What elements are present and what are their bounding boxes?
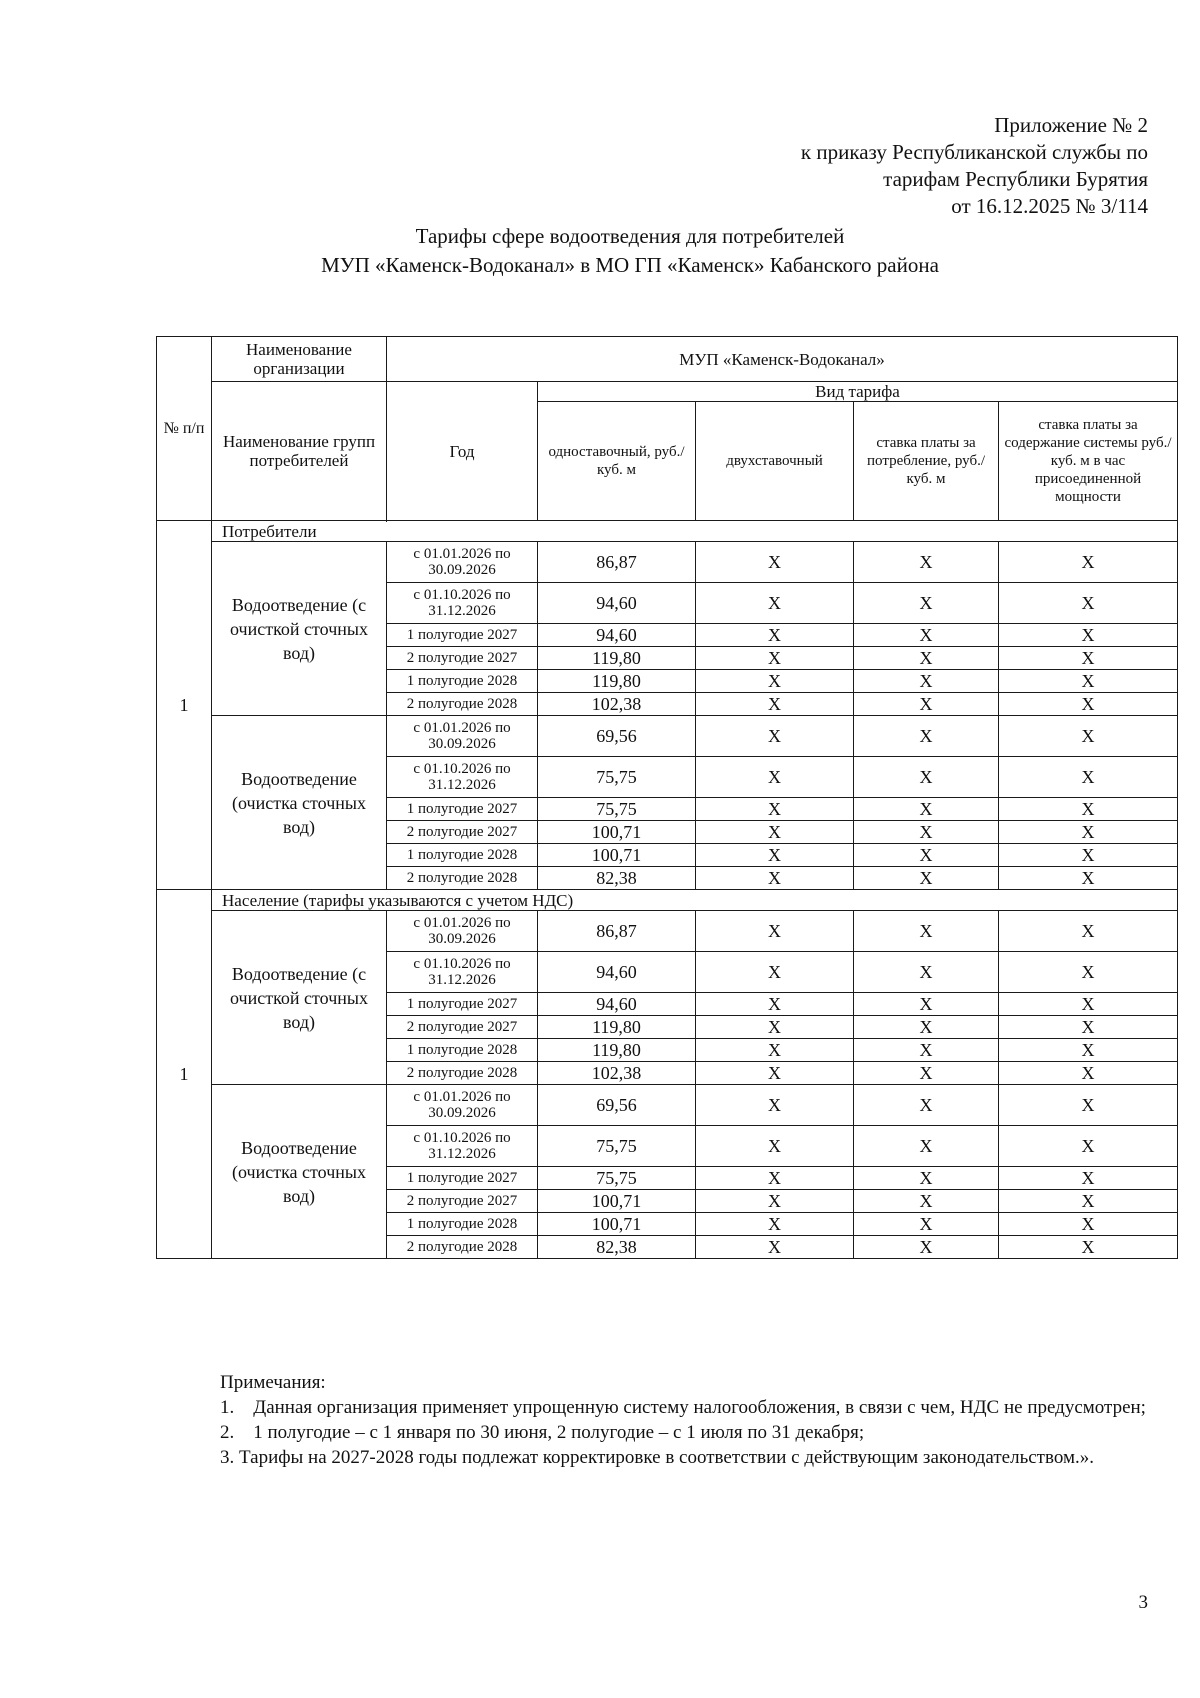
header-single-rate: одноставочный, руб./ куб. м [538,402,696,521]
group-name: Водоотведение (очистка сточных вод) [212,716,387,890]
consumption-rate-cell: X [854,670,999,693]
period-cell: с 01.10.2026 по 31.12.2026 [387,757,538,798]
consumption-rate-cell: X [854,798,999,821]
maintenance-rate-cell: X [999,821,1178,844]
period-cell: с 01.01.2026 по 30.09.2026 [387,716,538,757]
section-number: 1 [157,521,212,890]
two-rate-cell: X [696,757,854,798]
maintenance-rate-cell: X [999,693,1178,716]
notes-label: Примечания: [220,1372,326,1393]
single-rate-cell: 100,71 [538,844,696,867]
period-cell: 1 полугодие 2028 [387,670,538,693]
two-rate-cell: X [696,542,854,583]
period-cell: 2 полугодие 2028 [387,693,538,716]
tariff-table [156,336,1178,1259]
header-group-name: Наименование групп потребителей [212,382,387,521]
period-cell: 2 полугодие 2027 [387,1190,538,1213]
two-rate-cell: X [696,844,854,867]
maintenance-rate-cell: X [999,1039,1178,1062]
period-cell: 1 полугодие 2028 [387,1213,538,1236]
section-label: Население (тарифы указываются с учетом НДС) [212,890,1178,911]
table-row [157,542,1178,583]
consumption-rate-cell: X [854,1039,999,1062]
two-rate-cell: X [696,1039,854,1062]
two-rate-cell: X [696,583,854,624]
single-rate-cell: 94,60 [538,624,696,647]
appendix-line-4: от 16.12.2025 № 3/114 [951,194,1148,218]
consumption-rate-cell: X [854,1016,999,1039]
single-rate-cell: 82,38 [538,1236,696,1259]
period-cell: 2 полугодие 2028 [387,867,538,890]
section-row [157,890,1178,911]
page-number: 3 [1138,1592,1148,1613]
maintenance-rate-cell: X [999,993,1178,1016]
single-rate-cell: 82,38 [538,867,696,890]
note-item-3: 3. Тарифы на 2027-2028 годы подлежат корректировке в соответствии с действующим законодательством.». [220,1447,1094,1468]
period-cell: с 01.10.2026 по 31.12.2026 [387,1126,538,1167]
single-rate-cell: 86,87 [538,911,696,952]
maintenance-rate-cell: X [999,542,1178,583]
maintenance-rate-cell: X [999,1213,1178,1236]
header-org-value: МУП «Каменск-Водоканал» [387,337,1178,382]
period-cell: 2 полугодие 2028 [387,1062,538,1085]
title-line-2: МУП «Каменск-Водоканал» в МО ГП «Каменск» Кабанского района [321,253,939,277]
single-rate-cell: 94,60 [538,583,696,624]
period-cell: с 01.01.2026 по 30.09.2026 [387,911,538,952]
two-rate-cell: X [696,1213,854,1236]
consumption-rate-cell: X [854,583,999,624]
single-rate-cell: 102,38 [538,693,696,716]
single-rate-cell: 100,71 [538,1213,696,1236]
header-org-name: Наименование организации [212,337,387,382]
consumption-rate-cell: X [854,1085,999,1126]
appendix-header [801,112,1148,220]
appendix-line-1: Приложение № 2 [994,113,1148,137]
consumption-rate-cell: X [854,716,999,757]
consumption-rate-cell: X [854,844,999,867]
period-cell: с 01.10.2026 по 31.12.2026 [387,952,538,993]
single-rate-cell: 119,80 [538,1016,696,1039]
period-cell: с 01.01.2026 по 30.09.2026 [387,1085,538,1126]
title-line-1: Тарифы сфере водоотведения для потребителей [415,224,845,248]
period-cell: 1 полугодие 2027 [387,1167,538,1190]
single-rate-cell: 119,80 [538,1039,696,1062]
single-rate-cell: 69,56 [538,716,696,757]
period-cell: 1 полугодие 2027 [387,624,538,647]
two-rate-cell: X [696,1167,854,1190]
consumption-rate-cell: X [854,542,999,583]
period-cell: 2 полугодие 2027 [387,647,538,670]
consumption-rate-cell: X [854,821,999,844]
two-rate-cell: X [696,1085,854,1126]
group-name: Водоотведение (с очисткой сточных вод) [212,542,387,716]
two-rate-cell: X [696,1190,854,1213]
header-two-rate: двухставочный [696,402,854,521]
two-rate-cell: X [696,1236,854,1259]
single-rate-cell: 75,75 [538,1167,696,1190]
maintenance-rate-cell: X [999,1062,1178,1085]
maintenance-rate-cell: X [999,716,1178,757]
maintenance-rate-cell: X [999,1190,1178,1213]
maintenance-rate-cell: X [999,1236,1178,1259]
period-cell: 2 полугодие 2027 [387,821,538,844]
maintenance-rate-cell: X [999,670,1178,693]
consumption-rate-cell: X [854,993,999,1016]
note-item-1: 1. Данная организация применяет упрощенную систему налогообложения, в связи с чем, НДС не предусмотрен; [220,1397,1146,1418]
header-maintenance-rate: ставка платы за содержание системы руб./куб. м в час присоединенной мощности [999,402,1178,521]
maintenance-rate-cell: X [999,1085,1178,1126]
header-tariff-type: Вид тарифа [538,382,1178,402]
maintenance-rate-cell: X [999,844,1178,867]
header-number: № п/п [157,337,212,521]
maintenance-rate-cell: X [999,624,1178,647]
maintenance-rate-cell: X [999,1167,1178,1190]
header-year: Год [387,382,538,521]
two-rate-cell: X [696,821,854,844]
header-consumption-rate: ставка платы за потребление, руб./ куб. м [854,402,999,521]
single-rate-cell: 75,75 [538,798,696,821]
period-cell: 1 полугодие 2028 [387,844,538,867]
appendix-line-3: тарифам Республики Бурятия [883,167,1148,191]
section-label: Потребители [212,521,1178,542]
maintenance-rate-cell: X [999,1016,1178,1039]
group-name: Водоотведение (очистка сточных вод) [212,1085,387,1259]
consumption-rate-cell: X [854,1062,999,1085]
two-rate-cell: X [696,1126,854,1167]
period-cell: с 01.10.2026 по 31.12.2026 [387,583,538,624]
single-rate-cell: 119,80 [538,647,696,670]
table-row [157,716,1178,757]
document-title [150,222,1110,280]
maintenance-rate-cell: X [999,583,1178,624]
table-row [157,1085,1178,1126]
two-rate-cell: X [696,867,854,890]
single-rate-cell: 75,75 [538,1126,696,1167]
maintenance-rate-cell: X [999,911,1178,952]
table-row [157,911,1178,952]
single-rate-cell: 100,71 [538,821,696,844]
single-rate-cell: 69,56 [538,1085,696,1126]
period-cell: 1 полугодие 2027 [387,798,538,821]
maintenance-rate-cell: X [999,952,1178,993]
consumption-rate-cell: X [854,952,999,993]
period-cell: с 01.01.2026 по 30.09.2026 [387,542,538,583]
two-rate-cell: X [696,993,854,1016]
group-name: Водоотведение (с очисткой сточных вод) [212,911,387,1085]
maintenance-rate-cell: X [999,1126,1178,1167]
consumption-rate-cell: X [854,693,999,716]
single-rate-cell: 119,80 [538,670,696,693]
period-cell: 1 полугодие 2027 [387,993,538,1016]
consumption-rate-cell: X [854,624,999,647]
single-rate-cell: 94,60 [538,993,696,1016]
period-cell: 2 полугодие 2028 [387,1236,538,1259]
note-item-2: 2. 1 полугодие – с 1 января по 30 июня, 2 полугодие – с 1 июля по 31 декабря; [220,1422,865,1443]
consumption-rate-cell: X [854,1167,999,1190]
consumption-rate-cell: X [854,867,999,890]
period-cell: 2 полугодие 2027 [387,1016,538,1039]
consumption-rate-cell: X [854,1236,999,1259]
period-cell: 1 полугодие 2028 [387,1039,538,1062]
two-rate-cell: X [696,624,854,647]
section-row [157,521,1178,542]
maintenance-rate-cell: X [999,647,1178,670]
two-rate-cell: X [696,647,854,670]
two-rate-cell: X [696,693,854,716]
consumption-rate-cell: X [854,1126,999,1167]
two-rate-cell: X [696,952,854,993]
consumption-rate-cell: X [854,757,999,798]
two-rate-cell: X [696,670,854,693]
consumption-rate-cell: X [854,1190,999,1213]
two-rate-cell: X [696,1016,854,1039]
maintenance-rate-cell: X [999,798,1178,821]
single-rate-cell: 102,38 [538,1062,696,1085]
two-rate-cell: X [696,798,854,821]
maintenance-rate-cell: X [999,757,1178,798]
consumption-rate-cell: X [854,911,999,952]
consumption-rate-cell: X [854,647,999,670]
two-rate-cell: X [696,911,854,952]
notes [160,1370,1154,1470]
single-rate-cell: 86,87 [538,542,696,583]
two-rate-cell: X [696,716,854,757]
section-number: 1 [157,890,212,1259]
single-rate-cell: 94,60 [538,952,696,993]
maintenance-rate-cell: X [999,867,1178,890]
single-rate-cell: 100,71 [538,1190,696,1213]
single-rate-cell: 75,75 [538,757,696,798]
consumption-rate-cell: X [854,1213,999,1236]
two-rate-cell: X [696,1062,854,1085]
appendix-line-2: к приказу Республиканской службы по [800,140,1148,164]
